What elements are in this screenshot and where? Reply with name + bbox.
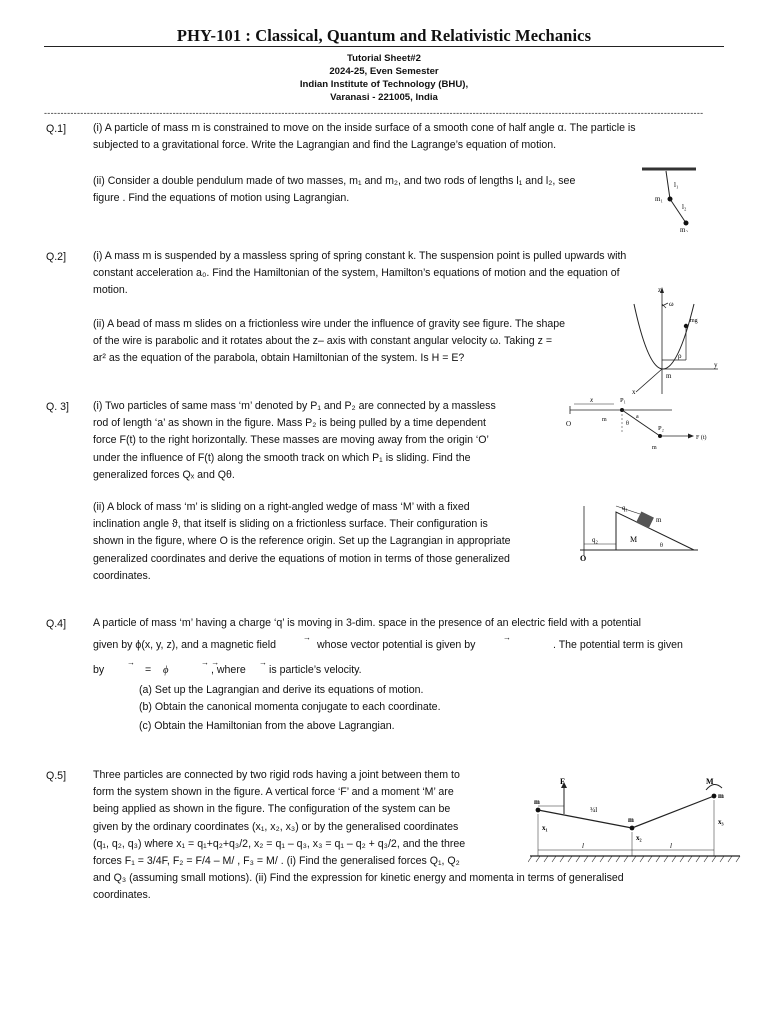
q4-line2-c: . The potential term is given — [553, 639, 683, 651]
label-quarter-l: ¾l — [590, 806, 598, 814]
q4-part-c: (c) Obtain the Hamiltonian from the above Lagrangian. — [139, 720, 395, 733]
label-x2: x₂ — [636, 834, 642, 842]
q2-part2-line2: of the wire is parabolic and it rotates about the z– axis with constant angular velocity ω. Taking z = — [93, 335, 553, 348]
q3-part1-line4: under the influence of F(t) along the smooth track on which P₁ is sliding. Find the — [93, 451, 471, 464]
label-M: M — [630, 535, 638, 544]
force-arrowhead — [688, 434, 694, 439]
label-m-bottom: m — [652, 445, 657, 451]
q3-part1-line2: rod of length ‘a’ as shown in the figure. Mass P₂ is being pulled by a time dependent — [93, 417, 486, 430]
label-m-middle: m — [628, 816, 634, 824]
q3-part1-line3: force F(t) to the right horizontally. These masses are moving away from the origin ‘O’ — [93, 434, 489, 447]
q3-part2-line4: generalized coordinates and derive the equations of motion in terms of those generalized — [93, 552, 510, 565]
q4-line3-velocity: is particle’s velocity. — [269, 664, 362, 676]
rod-1 — [666, 171, 670, 199]
q1-number: Q.1] — [46, 123, 67, 135]
q5-line7: and Q₃ (assuming small motions). (ii) Find the expression for kinetic energy and momenta in terms of generalised — [93, 872, 624, 885]
q3-number: Q. 3] — [46, 401, 69, 413]
label-o: O — [566, 420, 572, 428]
q3-part1 — [93, 398, 543, 484]
q2-part2-line1: (ii) A bead of mass m slides on a frictionless wire under the influence of gravity see figure. The shape — [93, 318, 566, 330]
q3-part2-line3: shown in the figure, where O is the reference origin. Set up the Lagrangian in appropriate — [93, 535, 511, 548]
rod-left — [538, 810, 632, 828]
label-F: F — [560, 777, 565, 786]
q1-part2 — [93, 173, 633, 207]
particle-middle — [630, 826, 635, 831]
q5-line2: form the system shown in the figure. A vertical force ‘F’ and a moment ‘M’ are — [93, 786, 454, 799]
label-m: m — [666, 372, 672, 380]
q1-dimension — [616, 506, 640, 514]
institute: Indian Institute of Technology (BHU), — [299, 79, 469, 90]
q2-part1-line1: (i) A mass m is suspended by a massless spring of spring constant k. The suspension point is pulled upwards with — [93, 250, 627, 262]
parabolic-wire — [634, 304, 694, 369]
q1-part1 — [93, 120, 713, 154]
q4-line2-b: whose vector potential is given by — [317, 639, 476, 651]
label-m-left: m — [534, 798, 540, 806]
label-o: O — [580, 554, 587, 562]
label-x: x — [632, 388, 636, 396]
q1-part1-line1: (i) A particle of mass m is constrained to move on the inside surface of a smooth cone of half angle α. The particle is — [93, 122, 636, 134]
q5-line4: given by the ordinary coordinates (x₁, x₂, x₃) or by the generalised coordinates — [93, 820, 459, 833]
q5-line3: being applied as shown in the figure. The configuration of the system can be — [93, 803, 451, 816]
sliding-particles-figure — [560, 392, 720, 452]
label-omega: ω — [669, 300, 674, 308]
title-divider — [44, 46, 724, 47]
ground-hatch — [528, 856, 740, 862]
label-M: M — [706, 777, 714, 786]
q4-line3-a: by — [93, 664, 105, 676]
label-m: m — [656, 516, 662, 524]
q1-part2-line2: figure . Find the equations of motion using Lagrangian. — [93, 192, 350, 205]
q2-part1-line2: constant acceleration a₀. Find the Hamiltonian of the system, Hamilton’s equations of motion and the equation of — [93, 267, 620, 280]
q5-number: Q.5] — [46, 770, 67, 782]
q5-line5: (q₁, q₂, q₃) where x₁ = q₁+q₂+q₃/2, x₂ = q₁ – q₃, x₃ = q₁ – q₂ + q₃/2, and the three — [93, 837, 466, 850]
q5-line1: Three particles are connected by two rigid rods having a joint between them to — [93, 769, 460, 781]
label-q2: q₂ — [592, 536, 598, 544]
label-theta: θ — [660, 543, 663, 549]
wedge-block-figure — [578, 500, 702, 562]
particle-p2 — [658, 434, 662, 438]
q5-line8: coordinates. — [93, 889, 151, 902]
semester: 2024-25, Even Semester — [329, 66, 439, 77]
q4-line2 — [93, 633, 733, 654]
address: Varanasi - 221005, India — [330, 92, 438, 103]
label-l2: l₂ — [682, 203, 687, 211]
omega-arrow — [662, 303, 668, 308]
q2-part1 — [93, 248, 713, 300]
q1-part1-line2: subjected to a gravitational force. Write the Lagrangian and find the Lagrange’s equation of motion. — [93, 139, 557, 152]
q4-part-b: (b) Obtain the canonical momenta conjugate to each coordinate. — [139, 701, 441, 714]
q4-line2-a: given by ϕ(x, y, z), and a magnetic field — [93, 639, 276, 651]
label-a: a — [636, 414, 639, 420]
label-force: F (t) — [696, 435, 707, 441]
q3-part1-line5: generalized forces Qₓ and Qθ. — [93, 468, 235, 481]
vector-arrow: → — [259, 658, 267, 667]
label-l-left: l — [582, 842, 584, 850]
q3-part2-line2: inclination angle ϑ, that itself is sliding on a frictionless surface. Their configuration is — [93, 518, 488, 531]
label-theta: θ — [626, 421, 629, 427]
vector-arrow: → — [127, 658, 135, 667]
label-l1: l₁ — [674, 181, 679, 189]
q4-line3-where: , where — [211, 664, 246, 676]
rod-right — [632, 796, 714, 828]
rigid-rods-figure — [528, 774, 742, 868]
vector-arrow: → — [503, 633, 511, 642]
q4-line3-phi: ϕ — [163, 665, 169, 676]
dashed-separator: -------------------------------------------------------------------------------------------------------------------------------------------------------------------------------------------------------- — [44, 108, 704, 118]
q4-line3 — [93, 658, 733, 679]
q2-number: Q.2] — [46, 251, 67, 263]
sheet-number: Tutorial Sheet#2 — [347, 53, 421, 64]
q4-subparts — [139, 682, 659, 736]
label-rho: ρ — [678, 352, 682, 360]
label-z: z — [658, 286, 662, 294]
particle-left — [536, 808, 541, 813]
q3-part2 — [93, 499, 543, 585]
label-x1: x₁ — [542, 824, 548, 832]
q3-part1-line1: (i) Two particles of same mass ‘m’ denoted by P₁ and P₂ are connected by a massless — [93, 400, 496, 412]
q2-part2-line3: ar² as the equation of the parabola, obtain Hamiltonian of the system. Is H = E? — [93, 352, 465, 365]
mass-2-bob — [684, 221, 689, 226]
q4-line3-equals: = — [145, 664, 152, 676]
label-p2: P₂ — [658, 425, 664, 432]
x-axis — [636, 369, 662, 392]
vector-arrow: → → — [201, 658, 220, 667]
parabolic-wire-figure — [622, 284, 722, 396]
label-m1: m₁ — [655, 195, 663, 203]
sheet-header — [0, 52, 768, 104]
q4-number: Q.4] — [46, 618, 67, 630]
label-m2: m₂ — [680, 226, 688, 232]
label-x3: x₃ — [718, 818, 724, 826]
double-pendulum-figure — [640, 166, 700, 232]
q4-part-a: (a) Set up the Lagrangian and derive its equations of motion. — [139, 684, 424, 696]
q5-line6: forces F₁ = 3/4F, F₂ = F/4 – M/ , F₃ = M/ . (i) Find the generalised forces Q₁, Q₂ — [93, 855, 460, 868]
wedge — [616, 512, 694, 550]
q3-part2-line1: (ii) A block of mass ‘m’ is sliding on a right-angled wedge of mass ‘M’ with a fixed — [93, 501, 470, 513]
particle-right — [712, 794, 717, 799]
label-q1: q₁ — [622, 504, 628, 512]
block — [636, 512, 654, 529]
q3-part2-line5: coordinates. — [93, 569, 151, 582]
label-m-right: m — [718, 792, 724, 800]
label-x: x — [590, 396, 594, 404]
label-y: y — [714, 361, 718, 369]
q2-part1-line3: motion. — [93, 284, 128, 297]
document-title: PHY-101 : Classical, Quantum and Relativistic Mechanics — [176, 26, 592, 45]
label-mg: mg — [690, 318, 698, 324]
q2-part2 — [93, 316, 623, 368]
label-p1: P₁ — [620, 397, 626, 404]
label-l-right: l — [670, 842, 672, 850]
q1-part2-line1: (ii) Consider a double pendulum made of two masses, m₁ and m₂, and two rods of lengths l₁ and l₂, see — [93, 175, 576, 187]
vector-arrow: → — [303, 633, 311, 642]
label-m-top: m — [602, 417, 607, 423]
q4-line1: A particle of mass ‘m’ having a charge ‘q’ is moving in 3-dim. space in the presence of an electric field with a potential — [93, 617, 642, 629]
